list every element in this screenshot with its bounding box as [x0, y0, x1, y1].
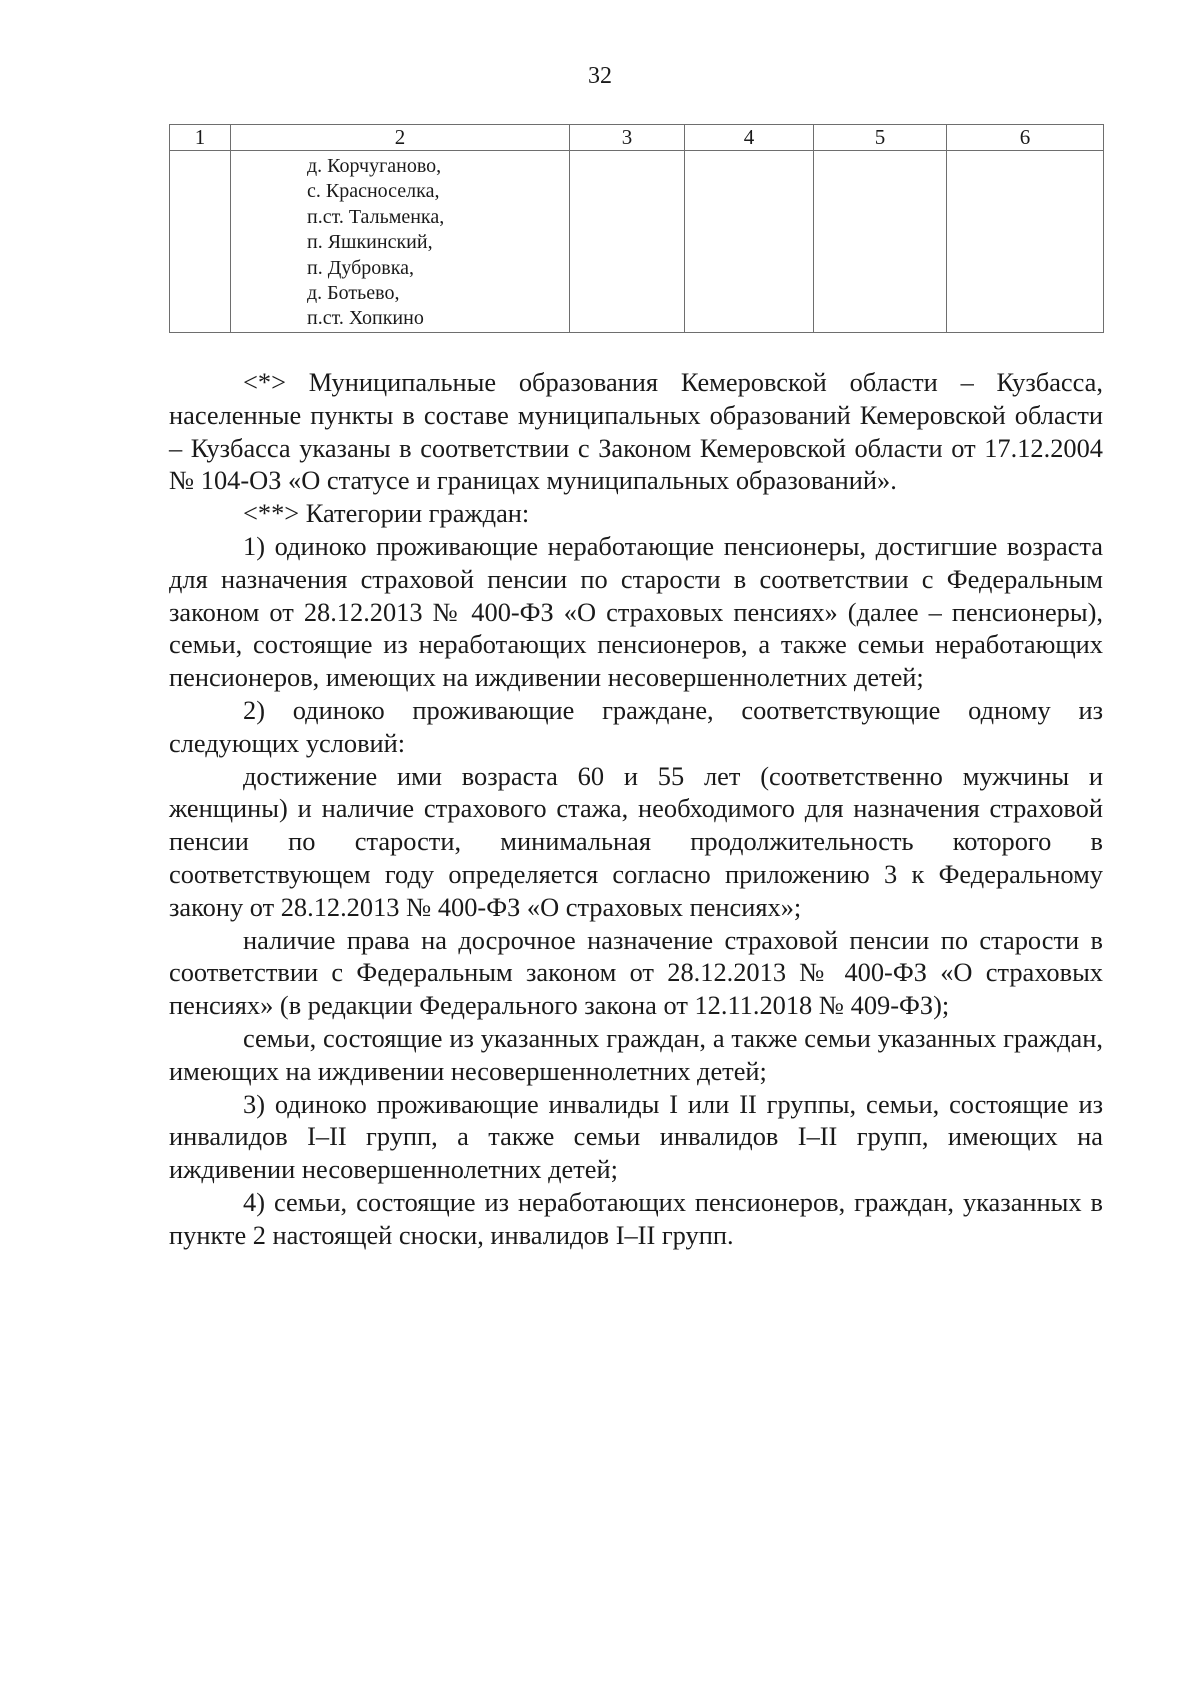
footnote-categories-heading: <**> Категории граждан:: [243, 498, 530, 529]
locality-item: д. Корчуганово,: [307, 155, 442, 177]
locality-item: д. Ботьево,: [307, 282, 400, 305]
continuation-table: [169, 124, 1104, 333]
column-header-2: 2: [231, 125, 570, 151]
table-row: [170, 151, 1104, 333]
locality-item: п.ст. Хопкино: [307, 307, 424, 330]
cell-col-6: [947, 151, 1104, 333]
category-condition-early-pension: наличие права на досрочное назначение страховой пенсии по старости в соответствии с Федеральным законом от 28.12.2013 № 400-ФЗ «О страховых пенсиях» (в редакции Федерального закона от 12.11.2018 № 409-ФЗ);: [169, 924, 1103, 1021]
page-number: 32: [588, 63, 612, 89]
category-families: семьи, состоящие из указанных граждан, а также семьи указанных граждан, имеющих на иждивении несовершеннолетних детей;: [169, 1022, 1103, 1086]
cell-col-4: [685, 151, 814, 333]
category-condition-age: достижение ими возраста 60 и 55 лет (соответственно мужчины и женщины) и наличие страхового стажа, необходимого для назначения страховой пенсии по старости, минимальная продолжительность которого в соответствующем году определяется согласно приложению 3 к Федеральному закону от 28.12.2013 № 400-ФЗ «О страховых пенсиях»;: [169, 760, 1103, 922]
cell-col-5: [814, 151, 947, 333]
cell-col-1: [170, 151, 231, 333]
column-header-1: 1: [170, 125, 231, 151]
locality-item: п. Дубровка,: [307, 256, 414, 279]
footnotes-body: [169, 366, 1103, 1252]
category-item-2: 2) одиноко проживающие граждане, соответствующие одному из следующих условий:: [169, 694, 1103, 758]
column-header-5: 5: [814, 125, 947, 151]
category-item-1: 1) одиноко проживающие неработающие пенсионеры, достигшие возраста для назначения страховой пенсии по старости в соответствии с Федеральным законом от 28.12.2013 № 400-ФЗ «О страховых пенсиях» (далее – пенсионеры), семьи, состоящие из неработающих пенсионеров, а также семьи неработающих пенсионеров, имеющих на иждивении несовершеннолетних детей;: [169, 530, 1103, 693]
column-header-6: 6: [947, 125, 1104, 151]
locality-list: [231, 151, 569, 332]
locality-item: п.ст. Тальменка,: [307, 205, 445, 228]
category-item-3: 3) одиноко проживающие инвалиды I или II группы, семьи, состоящие из инвалидов I–II групп, а также семьи инвалидов I–II групп, имеющих на иждивении несовершеннолетних детей;: [169, 1088, 1103, 1185]
locality-item: с. Красноселка,: [307, 180, 440, 203]
table-header-row: [170, 125, 1104, 151]
cell-localities: [231, 151, 570, 333]
column-header-4: 4: [685, 125, 814, 151]
category-item-4: 4) семьи, состоящие из неработающих пенсионеров, граждан, указанных в пункте 2 настоящей сноски, инвалидов I–II групп.: [169, 1186, 1103, 1250]
column-header-3: 3: [570, 125, 685, 151]
footnote-municipalities: <*> Муниципальные образования Кемеровской области – Кузбасса, населенные пункты в составе муниципальных образований Кемеровской области – Кузбасса указаны в соответствии с Законом Кемеровской области от 17.12.2004 № 104-ОЗ «О статусе и границах муниципальных образований».: [169, 367, 1103, 496]
cell-col-3: [570, 151, 685, 333]
locality-item: п. Яшкинский,: [307, 231, 433, 254]
